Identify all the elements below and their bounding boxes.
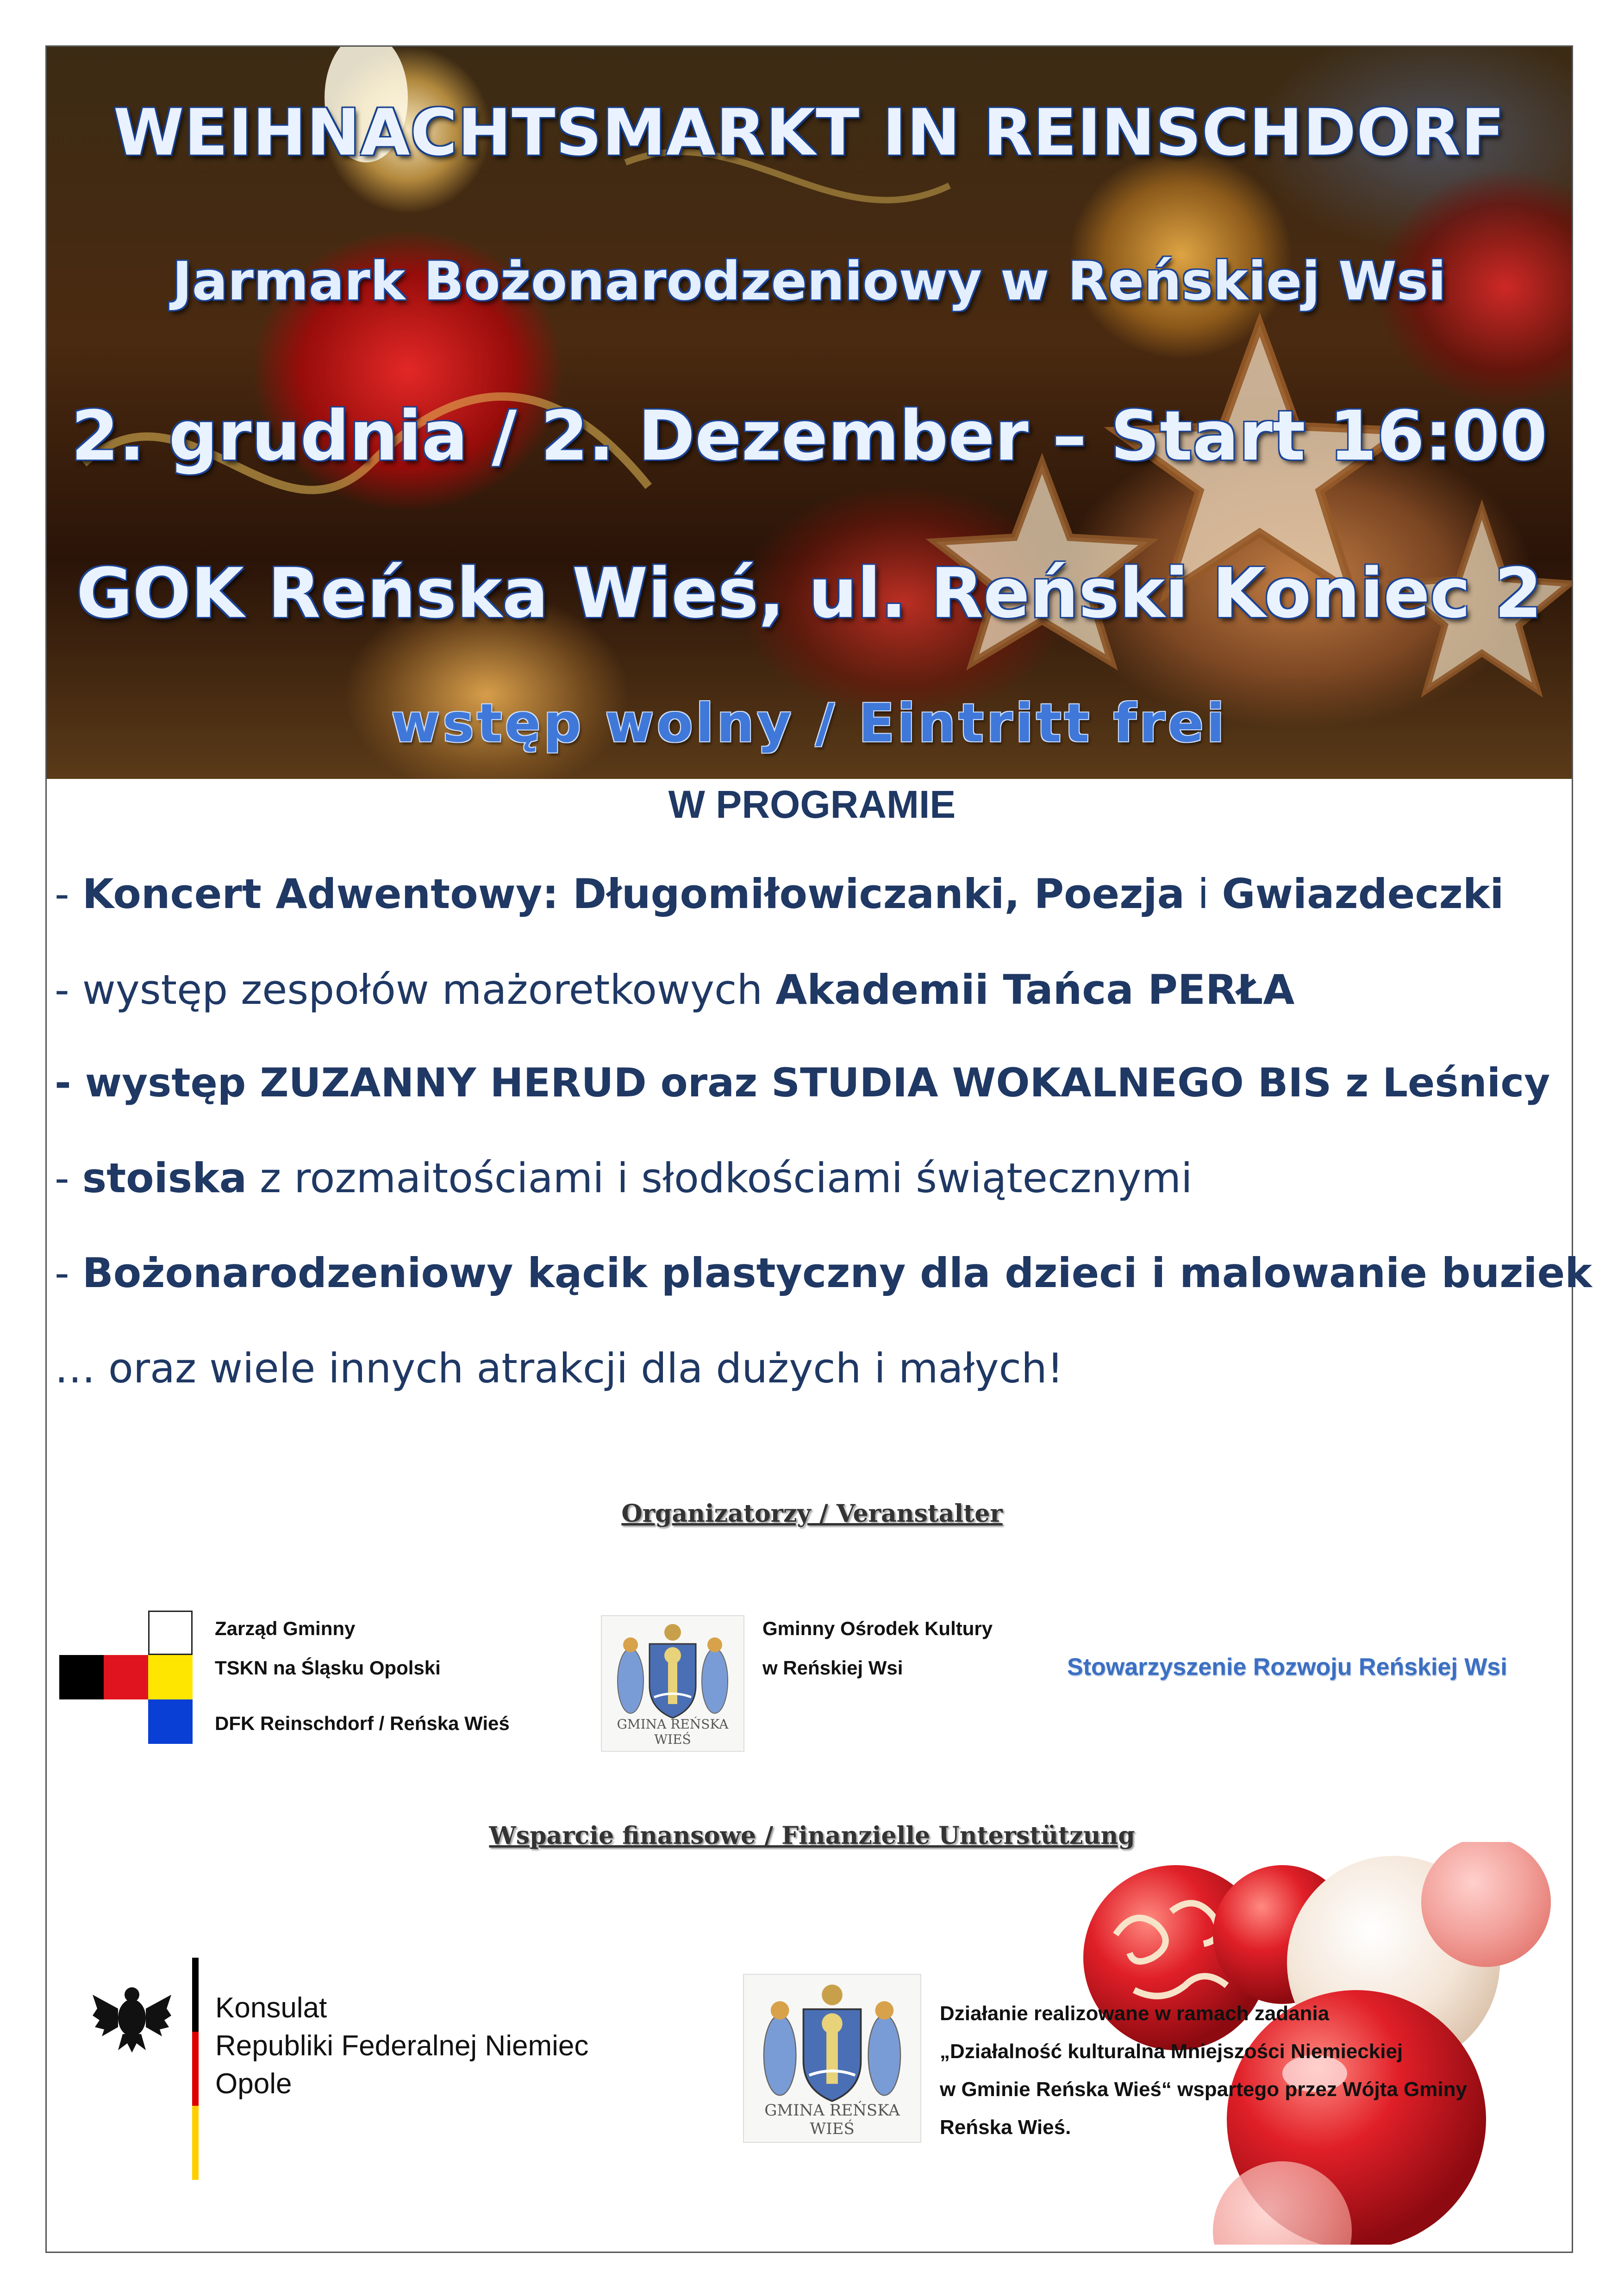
banner-venue: GOK Reńska Wieś, ul. Reński Koniec 2 <box>76 554 1543 633</box>
funding-line-3: w Gminie Reńska Wieś“ wspartego przez Wójta Gminy <box>940 2078 1467 2101</box>
gmina-crest-logo <box>743 1974 921 2143</box>
tskn-line-3: DFK Reinschdorf / Reńska Wieś <box>215 1712 510 1734</box>
program-item <box>55 966 1294 1014</box>
item-bold: Koncert Adwentowy: Długomiłowiczanki, Poezja <box>82 870 1185 918</box>
funding-line-4: Reńska Wieś. <box>940 2116 1071 2139</box>
organizers-heading: Organizatorzy / Veranstalter <box>621 1500 1003 1528</box>
banner-entry: wstęp wolny / Eintritt frei <box>391 692 1228 754</box>
item-bold: stoiska <box>82 1154 247 1202</box>
program-item <box>55 1060 1550 1106</box>
item-bold: - występ ZUZANNY HERUD oraz STUDIA WOKALNEGO BIS z Leśnicy <box>55 1060 1550 1106</box>
item-bold: Gwiazdeczki <box>1222 870 1504 918</box>
gok-line-2: w Reńskiej Wsi <box>762 1657 903 1679</box>
consulate-line-3: Opole <box>215 2068 292 2100</box>
item-dash: - <box>55 870 82 918</box>
logo-square-black <box>59 1655 104 1699</box>
crest-caption: GMINA REŃSKA WIEŚ <box>764 2101 900 2138</box>
program-item <box>55 1154 1193 1202</box>
logo-square-blue <box>148 1699 193 1744</box>
association-name: Stowarzyszenie Rozwoju Reńskiej Wsi <box>1067 1654 1507 1680</box>
gok-line-1: Gminny Ośrodek Kultury <box>762 1618 993 1639</box>
item-text: … oraz wiele innych atrakcji dla dużych i małych! <box>55 1344 1063 1392</box>
program-item <box>55 870 1504 918</box>
item-bold: Bożonarodzeniowy kącik plastyczny dla dzieci i malowanie buziek <box>82 1249 1592 1297</box>
crest-icon <box>744 1975 920 2118</box>
item-dash: - <box>55 1154 82 1202</box>
consulate-text <box>215 1989 588 2103</box>
crest-icon <box>602 1616 743 1732</box>
consulate-logo <box>93 1958 208 2182</box>
gmina-crest-logo <box>601 1615 744 1752</box>
banner-title-pl: Jarmark Bożonarodzeniowy w Reńskiej Wsi <box>172 250 1446 312</box>
consulate-line-2: Republiki Federalnej Niemiec <box>215 2030 589 2062</box>
tskn-line-1: Zarząd Gminny <box>215 1618 356 1639</box>
banner-date: 2. grudnia / 2. Dezember – Start 16:00 <box>71 396 1548 476</box>
tskn-line-2: TSKN na Śląsku Opolski <box>215 1657 441 1679</box>
german-eagle-icon <box>93 1958 208 2180</box>
logo-square-white <box>148 1611 193 1655</box>
item-dash: - <box>55 1249 82 1297</box>
logo-square-red <box>104 1655 148 1699</box>
logo-square-yellow <box>148 1655 193 1699</box>
funding-line-2: „Działalność kulturalna Mniejszości Niemieckiej <box>940 2040 1403 2063</box>
funding-note <box>940 1995 1467 2147</box>
crest-caption: GMINA REŃSKA WIEŚ <box>617 1717 729 1747</box>
sponsors-heading: Wsparcie finansowe / Finanzielle Unterstützung <box>489 1822 1135 1850</box>
item-bold: Akademii Tańca PERŁA <box>775 966 1295 1014</box>
program-heading: W PROGRAMIE <box>668 783 956 826</box>
item-text: z rozmaitościami i słodkościami świątecznymi <box>247 1154 1193 1202</box>
program-item <box>55 1344 1063 1392</box>
christmas-banner <box>47 47 1572 779</box>
consulate-line-1: Konsulat <box>215 1992 327 2024</box>
item-text: i <box>1184 870 1222 918</box>
item-text: - występ zespołów mażoretkowych <box>55 966 776 1014</box>
funding-line-1: Działanie realizowane w ramach zadania <box>940 2002 1330 2025</box>
banner-title-de: WEIHNACHTSMARKT IN REINSCHDORF <box>113 95 1505 170</box>
program-item <box>55 1249 1592 1297</box>
